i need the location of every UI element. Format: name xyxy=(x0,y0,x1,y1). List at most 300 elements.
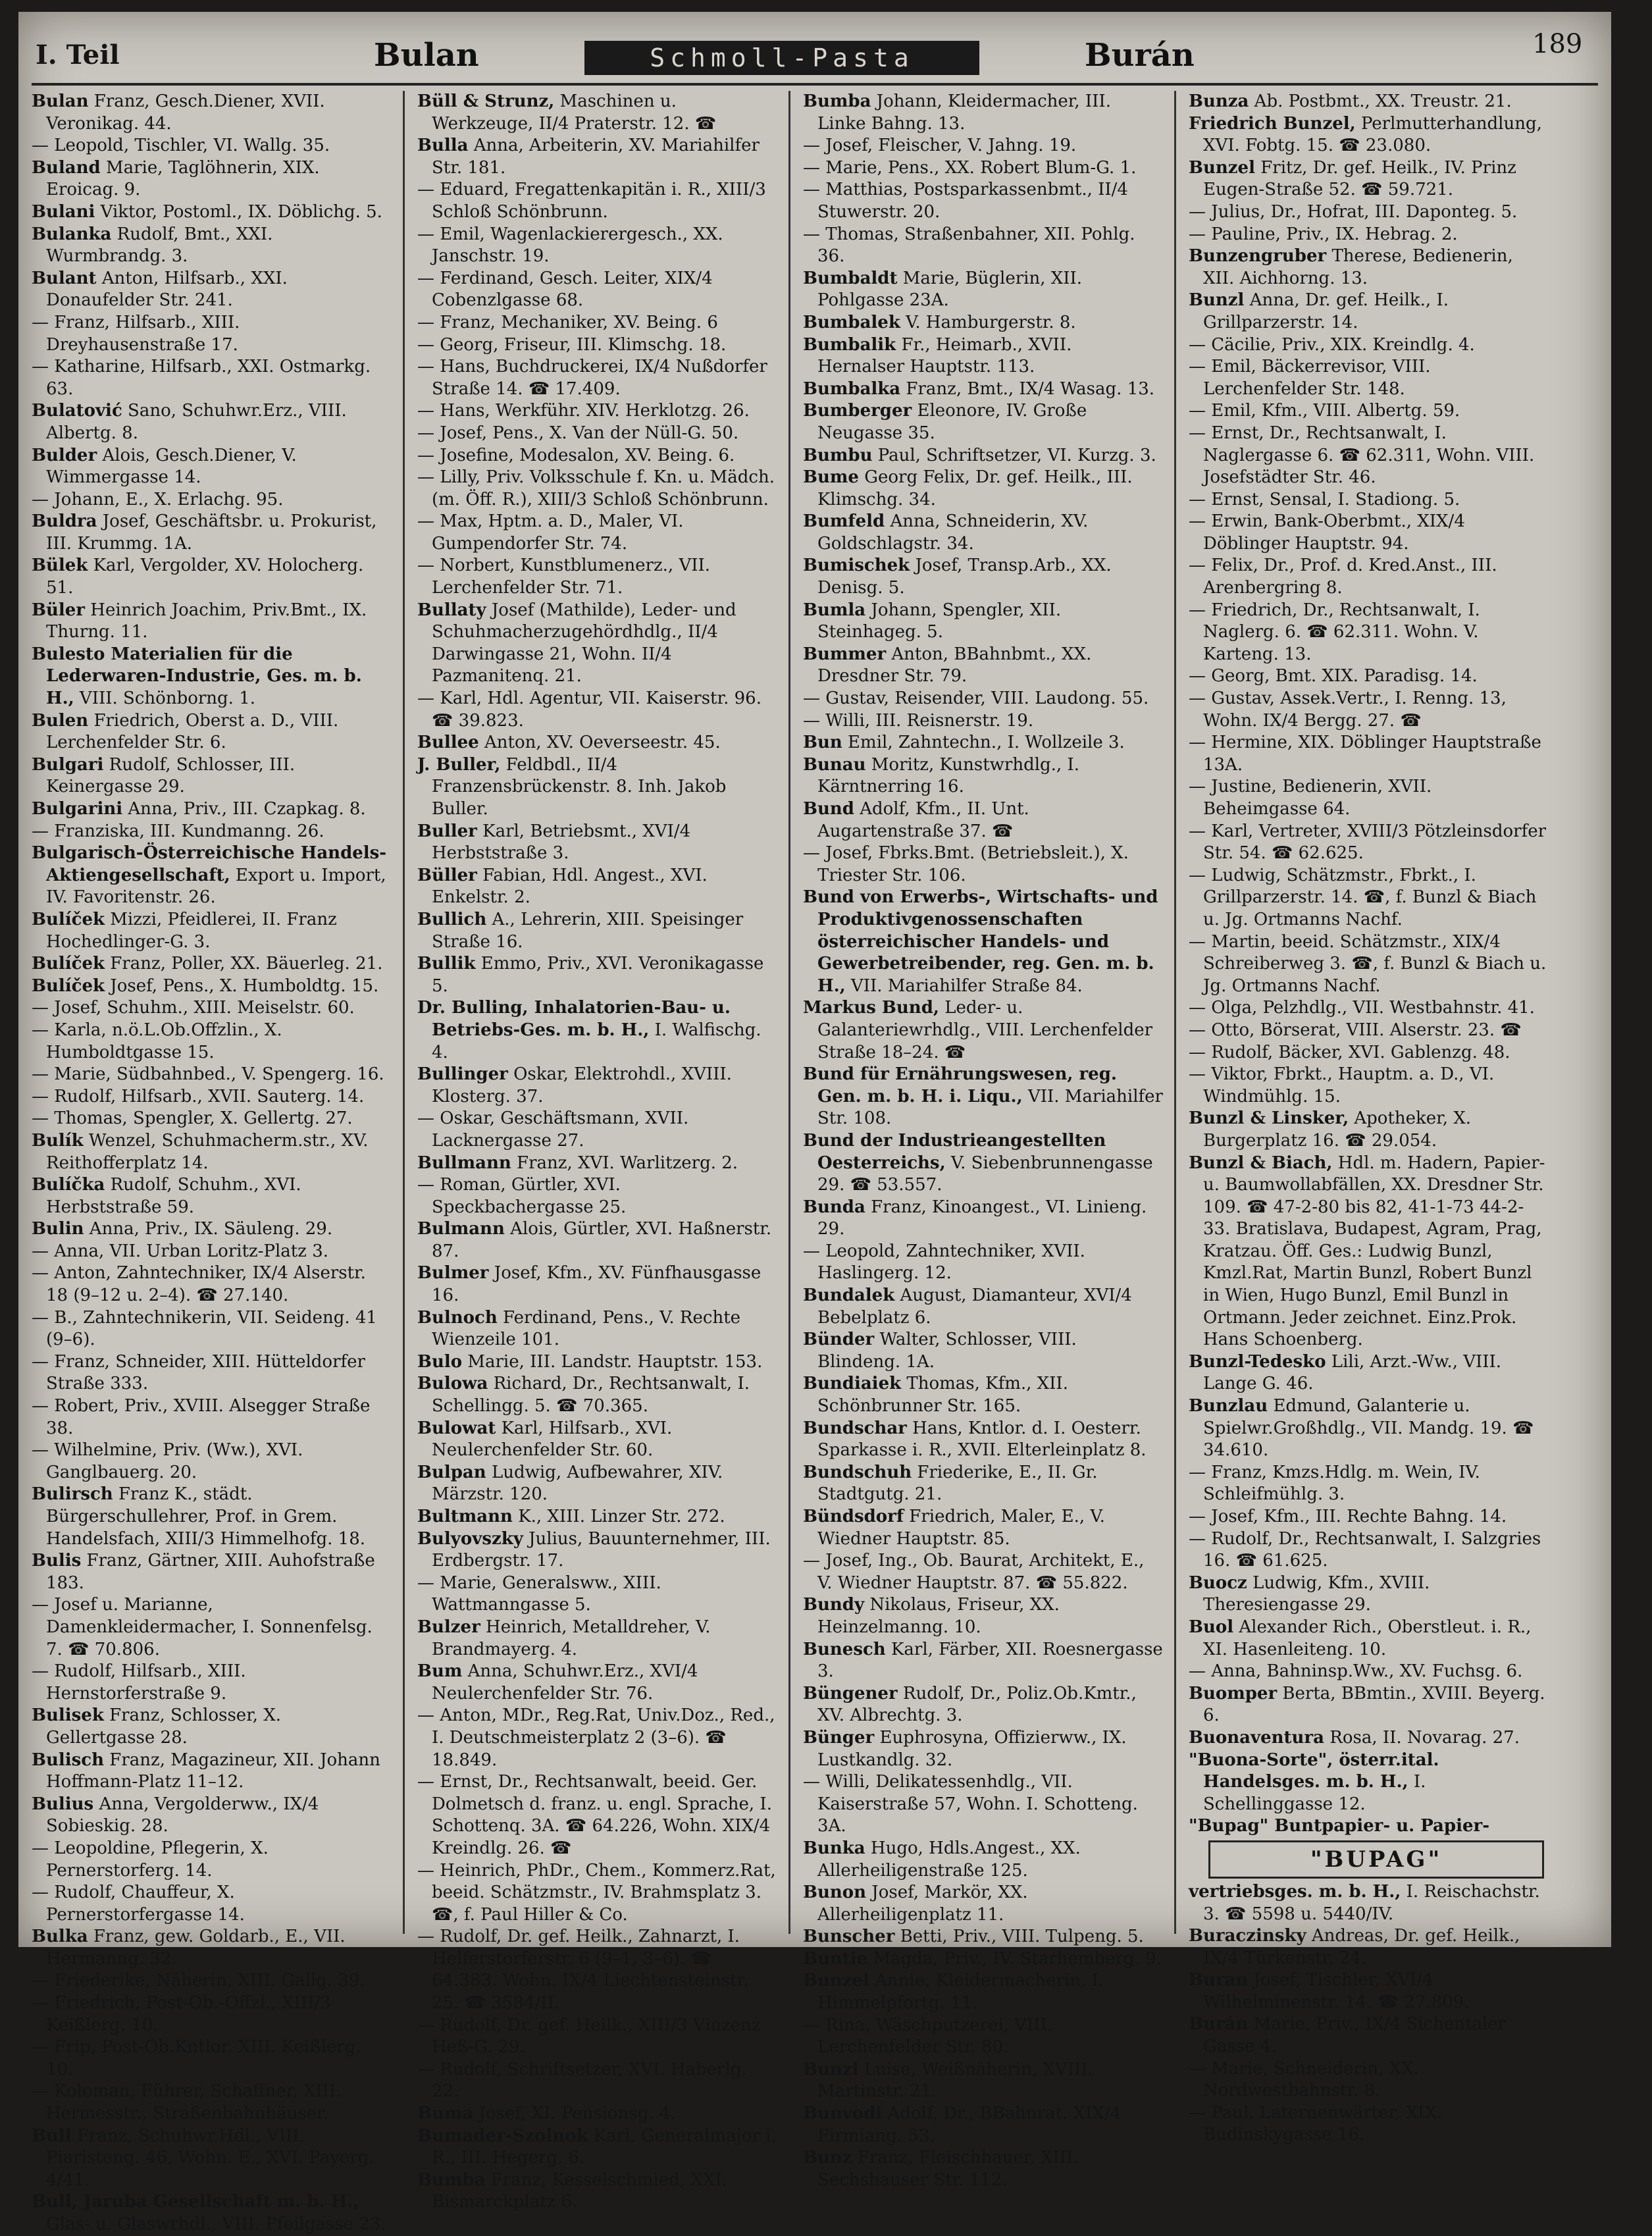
directory-entry xyxy=(803,179,1164,223)
directory-entry xyxy=(417,2015,778,2059)
directory-entry xyxy=(32,1661,392,1705)
directory-entry xyxy=(417,754,778,821)
entry-name: Bünger xyxy=(803,1727,875,1748)
entry-name: Bund für Ernährungswesen, reg. Gen. m. b. H. i. Liqu., xyxy=(803,1064,1117,1106)
entry-details: Perlmutterhandlung, XVI. Fobtg. 15. ☎ 23.080. xyxy=(1203,113,1542,156)
directory-entry xyxy=(417,356,778,400)
entry-name: Büller xyxy=(417,865,477,885)
directory-entry xyxy=(32,821,392,843)
entry-details: — Norbert, Kunstblumenerz., VII. Lerchenfelder Str. 71. xyxy=(417,556,711,598)
directory-entry xyxy=(417,555,778,599)
entry-name: Buocz xyxy=(1189,1573,1247,1593)
entry-details: I. Schellinggasse 12. xyxy=(1203,1772,1426,1814)
directory-entry xyxy=(803,887,1164,997)
entry-name: Bulnoch xyxy=(417,1307,498,1328)
directory-entry xyxy=(417,953,778,997)
entry-details: — Friedrich, Post-Ob.-Offzl., XIII/3 Keißlerg. 10. xyxy=(32,1993,331,2035)
entry-name: Bunau xyxy=(803,754,866,775)
entry-details: Anna, Dr. gef. Heilk., I. Grillparzerstr. 14. xyxy=(1203,290,1449,332)
entry-name: Friedrich Bunzel, xyxy=(1189,113,1356,134)
entry-name: Bulgarini xyxy=(32,799,123,819)
directory-entry xyxy=(1189,511,1549,555)
directory-entry xyxy=(417,1351,778,1374)
entry-name: Bulant xyxy=(32,268,97,288)
directory-entry xyxy=(417,511,778,555)
directory-entry xyxy=(803,91,1164,135)
entry-name: Bulmer xyxy=(417,1263,489,1284)
entry-name: Bulíček xyxy=(32,954,105,974)
directory-entry xyxy=(417,1462,778,1506)
directory-entry xyxy=(1189,113,1549,157)
entry-details: Franz, Schuhwr.Hdl., VIII. Piaristeng. 46, Wohn. E., XVI. Payerg. 4/41. xyxy=(46,2125,374,2190)
directory-entry xyxy=(32,1086,392,1108)
entry-details: Franz, Magazineur, XII. Johann Hoffmann-Platz 11–12. xyxy=(46,1750,380,1792)
directory-entry xyxy=(1189,665,1549,688)
entry-details: Anna, Vergolderww., IX/4 Sobieskig. 28. xyxy=(46,1794,319,1836)
entry-details: — Otto, Börserat, VIII. Alserstr. 23. ☎ xyxy=(1189,1020,1522,1040)
directory-entry xyxy=(1189,997,1549,1020)
directory-entry xyxy=(417,1174,778,1218)
directory-entry xyxy=(417,2059,778,2103)
entry-details: — Rudolf, Chauffeur, X. Pernerstorfergasse 14. xyxy=(32,1883,245,1925)
directory-entry xyxy=(803,1506,1164,1550)
directory-entry xyxy=(417,1307,778,1351)
directory-entry xyxy=(417,1153,778,1175)
entry-details: Adolf, Kfm., II. Unt. Augartenstraße 37. ☎ xyxy=(817,799,1029,841)
entry-name: Buma xyxy=(417,2104,474,2124)
entry-details: — Julius, Dr., Hofrat, III. Daponteg. 5. xyxy=(1189,201,1518,222)
entry-details: Betti, Priv., VIII. Tulpeng. 5. xyxy=(894,1927,1144,1947)
directory-entry xyxy=(803,312,1164,334)
directory-entry xyxy=(1189,1020,1549,1042)
entry-name: Bullaty xyxy=(417,600,486,620)
entry-details: K., XIII. Linzer Str. 272. xyxy=(512,1507,725,1526)
entry-details: Thomas, Kfm., XII. Schönbrunner Str. 165. xyxy=(817,1374,1068,1417)
entry-name: Bülek xyxy=(32,556,88,576)
directory-entry xyxy=(32,1064,392,1086)
entry-name: Buller xyxy=(417,821,477,841)
directory-entry xyxy=(1189,91,1549,113)
entry-details: — Josef, Ing., Ob. Baurat, Architekt, E., V. Wiedner Hauptstr. 87. ☎ 55.822. xyxy=(803,1551,1145,1593)
entry-details: Alois, Gesch.Diener, V. Wimmergasse 14. xyxy=(46,445,297,488)
entry-details: Heinrich Joachim, Priv.Bmt., IX. Thurng. 11. xyxy=(46,600,367,642)
directory-entry xyxy=(417,445,778,467)
entry-details: Fabian, Hdl. Angest., XVI. Enkelstr. 2. xyxy=(432,865,708,908)
directory-entry xyxy=(32,1992,392,2037)
column-divider xyxy=(1174,91,1176,1934)
directory-entry xyxy=(803,688,1164,710)
entry-details: Josef, Pens., X. Humboldtg. 15. xyxy=(105,975,379,996)
entry-details: Anna, Priv., IX. Säuleng. 29. xyxy=(84,1219,333,1239)
entry-details: Alois, Gürtler, XVI. Haßnerstr. 87. xyxy=(432,1219,772,1261)
entry-details: — Josefine, Modesalon, XV. Being. 6. xyxy=(417,445,735,465)
page-header xyxy=(18,21,1611,80)
directory-entry xyxy=(803,1639,1164,1683)
entry-details: — Thomas, Straßenbahner, XII. Pohlg. 36. xyxy=(803,224,1135,267)
entry-name: Bunza xyxy=(1189,91,1249,111)
entry-details: — Heinrich, PhDr., Chem., Kommerz.Rat, beeid. Schätzmstr., IV. Brahmsplatz 3. ☎, f. Paul Hiller & Co. xyxy=(417,1860,776,1925)
directory-entry xyxy=(803,1130,1164,1197)
entry-name: Bulen xyxy=(32,710,89,731)
column-divider xyxy=(788,91,790,1934)
entry-details: — Anna, Bahninsp.Ww., XV. Fuchsg. 6. xyxy=(1189,1661,1523,1682)
directory-entry xyxy=(417,1506,778,1528)
entry-name: Bulo xyxy=(417,1351,463,1372)
entry-details: — Karl, Vertreter, XVIII/3 Pötzleinsdorfer Str. 54. ☎ 62.625. xyxy=(1189,821,1547,864)
entry-name: Bulyovszky xyxy=(417,1528,523,1549)
entry-name: "Bupag" Buntpapier- u. Papier- xyxy=(1189,1816,1489,1836)
entry-details: — Josef, Kfm., III. Rechte Bahng. 14. xyxy=(1189,1507,1507,1526)
entry-name: Bunda xyxy=(803,1197,865,1217)
directory-entry xyxy=(803,1550,1164,1594)
entry-details: — Rudolf, Schriftsetzer, XVI. Haberlg. 22. xyxy=(417,2059,747,2102)
entry-details: — Eduard, Fregattenkapitän i. R., XIII/3 Schloß Schönbrunn. xyxy=(417,180,766,222)
directory-entry xyxy=(803,732,1164,754)
directory-entry xyxy=(803,224,1164,268)
entry-details: Franz, Gärtner, XIII. Auhofstraße 183. xyxy=(46,1551,375,1593)
directory-entry xyxy=(417,1373,778,1417)
entry-name: Bulani xyxy=(32,201,95,222)
directory-entry xyxy=(1189,1351,1549,1395)
directory-entry xyxy=(803,157,1164,180)
directory-entry xyxy=(803,135,1164,157)
entry-name: Bulíček xyxy=(32,909,105,929)
directory-entry xyxy=(417,423,778,445)
directory-entry xyxy=(417,1262,778,1307)
entry-name: Bunka xyxy=(803,1838,865,1858)
directory-entry xyxy=(32,1750,392,1794)
entry-details: V. Siebenbrunnengasse 29. ☎ 53.557. xyxy=(817,1153,1153,1195)
entry-details: Moritz, Kunstwrhdlg., I. Kärntnerring 16. xyxy=(817,754,1080,797)
entry-details: — Marie, Pens., XX. Robert Blum-G. 1. xyxy=(803,157,1137,178)
entry-details: Nikolaus, Friseur, XX. Heinzelmanng. 10. xyxy=(817,1595,1060,1637)
directory-entry xyxy=(1189,224,1549,246)
directory-entry xyxy=(32,710,392,754)
entry-details: Eleonore, IV. Große Neugasse 35. xyxy=(817,401,1087,443)
entry-details: Karl, Generalmajor i. R., III. Hegerg. 6. xyxy=(432,2125,777,2168)
entry-details: — Franz, Schneider, XIII. Hütteldorfer Straße 333. xyxy=(32,1351,365,1394)
entry-details: Ludwig, Kfm., XVIII. Theresiengasse 29. xyxy=(1203,1573,1430,1615)
directory-entry xyxy=(1189,1661,1549,1683)
directory-entry xyxy=(417,1926,778,2014)
directory-entry xyxy=(417,1705,778,1771)
entry-details: Karl, Hilfsarb., XVI. Neulerchenfelder Str. 60. xyxy=(432,1418,673,1461)
entry-details: Franz, Bmt., IX/4 Wasag. 13. xyxy=(900,378,1155,399)
entry-name: Bumba xyxy=(417,2170,486,2190)
entry-name: Bunz xyxy=(803,2148,852,2168)
entry-details: Wenzel, Schuhmacherm.str., XV. Reithofferplatz 14. xyxy=(46,1130,369,1173)
entry-details: — Ernst, Sensal, I. Stadiong. 5. xyxy=(1189,489,1460,509)
directory-entry xyxy=(417,1064,778,1108)
directory-entry xyxy=(417,1418,778,1462)
directory-entry xyxy=(32,1020,392,1064)
directory-entry xyxy=(32,1241,392,1263)
entry-details: — Viktor, Fbrkt., Hauptm. a. D., VI. Windmühlg. 15. xyxy=(1189,1064,1495,1106)
directory-entry xyxy=(32,1395,392,1440)
entry-details: — Matthias, Postsparkassenbmt., II/4 Stuwerstr. 20. xyxy=(803,180,1128,222)
entry-name: Buomper xyxy=(1189,1683,1278,1703)
entry-details: VIII. Schönborng. 1. xyxy=(74,689,256,709)
column-divider xyxy=(403,91,405,1934)
entry-details: Lili, Arzt.-Ww., VIII. Lange G. 46. xyxy=(1203,1351,1502,1394)
entry-details: — Johann, E., X. Erlachg. 95. xyxy=(32,489,284,509)
entry-details: Paul, Schriftsetzer, VI. Kurzg. 3. xyxy=(872,445,1156,465)
entry-name: Bulgari xyxy=(32,754,104,775)
entry-details: Magda, Priv., IV. Starhemberg. 9. xyxy=(867,1948,1162,1969)
directory-entry xyxy=(417,2103,778,2125)
entry-name: Bundschar xyxy=(803,1418,907,1438)
entry-details: Anna, Priv., III. Czapkag. 8. xyxy=(122,799,366,819)
entry-details: Franz, Gesch.Diener, XVII. Veronikag. 44. xyxy=(46,91,325,134)
directory-entry xyxy=(417,2170,778,2214)
directory-entry xyxy=(1189,1969,1549,2014)
column-3 xyxy=(803,91,1164,2190)
directory-entry xyxy=(32,201,392,224)
entry-details: — Rudolf, Bäcker, XVI. Gablenzg. 48. xyxy=(1189,1042,1510,1062)
directory-entry xyxy=(32,1794,392,1838)
entry-name: Büngener xyxy=(803,1683,898,1703)
directory-entry xyxy=(1189,1573,1549,1617)
entry-details: — Willi, Delikatessenhdlg., VII. Kaiserstraße 57, Wohn. I. Schotteng. 3A. xyxy=(803,1772,1138,1836)
directory-entry xyxy=(32,135,392,157)
entry-details: — Josef, Schuhm., XIII. Meiselstr. 60. xyxy=(32,998,355,1018)
entry-name: Bundalek xyxy=(803,1286,895,1306)
entry-name: Bund von Erwerbs-, Wirtschafts- und Produktivgenossenschaften österreichischer Handels- und Gewerbetreibender, reg. Gen. m. b. H., xyxy=(803,887,1158,996)
directory-entry xyxy=(1189,290,1549,334)
entry-name: Dr. Bulling, Inhalatorien-Bau- u. Betriebs-Ges. m. b. H., xyxy=(417,998,731,1040)
entry-name: Buonaventura xyxy=(1189,1727,1324,1748)
directory-entry xyxy=(1189,1042,1549,1064)
entry-name: Bumischek xyxy=(803,556,910,576)
entry-name: Bunzl xyxy=(1189,290,1245,311)
directory-entry xyxy=(803,1241,1164,1285)
entry-details: I. Reischachstr. 3. ☎ 5598 u. 5440/IV. xyxy=(1203,1881,1540,1924)
header-rule xyxy=(32,83,1598,86)
directory-entry xyxy=(803,644,1164,688)
directory-entry xyxy=(1189,1815,1549,1838)
entry-name: Bulzer xyxy=(417,1617,480,1637)
entry-name: Bum xyxy=(417,1661,463,1682)
directory-entry xyxy=(32,1108,392,1130)
entry-name: Bullich xyxy=(417,909,487,929)
entry-name: Bummer xyxy=(803,644,887,664)
entry-details: Annie, Kleidermacherin, I. Himmelpfortg. 11. xyxy=(817,1971,1104,2014)
entry-name: Bumbu xyxy=(803,445,873,465)
entry-details: Export u. Import, IV. Favoritenstr. 26. xyxy=(46,865,386,908)
entry-name: Bullik xyxy=(417,954,476,974)
directory-entry xyxy=(1189,157,1549,201)
entry-name: Bunzl & Linsker, xyxy=(1189,1108,1349,1129)
entry-name: Buraczinsky xyxy=(1189,1926,1306,1946)
entry-name: Bulík xyxy=(32,1130,84,1151)
entry-name: Bulíček xyxy=(32,975,105,996)
entry-details: Viktor, Postoml., IX. Döblichg. 5. xyxy=(95,201,382,222)
entry-details: — Thomas, Spengler, X. Gellertg. 27. xyxy=(32,1108,353,1129)
directory-entry xyxy=(32,1705,392,1749)
directory-entry xyxy=(417,179,778,223)
entry-name: Bulla xyxy=(417,136,469,156)
entry-details: — Ernst, Dr., Rechtsanwalt, I. Naglergasse 6. ☎ 62.311, Wohn. VIII. Josefstädter Str. 46. xyxy=(1189,423,1535,488)
entry-details: — Georg, Friseur, III. Klimschg. 18. xyxy=(417,334,727,355)
entry-details: — Josef, Fbrks.Bmt. (Betriebsleit.), X. Triester Str. 106. xyxy=(803,843,1129,885)
entry-details: Josef, Tischler, XVI/4 Wilhelminenstr. 14. ☎ 27.809. xyxy=(1203,1970,1470,2012)
directory-entry xyxy=(1189,356,1549,400)
entry-details: Josef (Mathilde), Leder- und Schuhmacherzugehördhdlg., II/4 Darwingasse 21, Wohn. II/4 Pazmanitenq. 21. xyxy=(432,600,736,687)
directory-entry xyxy=(1189,1462,1549,1506)
entry-details: Anna, Schneiderin, XV. Goldschlagstr. 34. xyxy=(817,511,1089,554)
directory-entry xyxy=(32,1307,392,1351)
directory-entry xyxy=(803,1771,1164,1838)
entry-details: Franz, Kinoangest., VI. Linieng. 29. xyxy=(817,1197,1147,1239)
directory-entry xyxy=(32,909,392,953)
entry-details: Emil, Zahntechn., I. Wollzeile 3. xyxy=(842,733,1125,753)
entry-details: V. Hamburgerstr. 8. xyxy=(900,312,1076,332)
entry-details: Rosa, II. Novarag. 27. xyxy=(1324,1727,1520,1748)
entry-details: — Rudolf, Dr. gef. Heilk., Zahnarzt, I. Helferstorferstr. 6 (9–1, 3–6). ☎ 64.383. Wohn. IX/4 Liechtensteinstr. 25. ☎ 3584/II. xyxy=(417,1927,749,2014)
entry-details: Marie, III. Landstr. Hauptstr. 153. xyxy=(462,1351,763,1372)
directory-entry xyxy=(1189,489,1549,511)
directory-entry xyxy=(32,1484,392,1550)
entry-name: Bunzlau xyxy=(1189,1396,1268,1417)
entry-details: Ab. Postbmt., XX. Treustr. 21. xyxy=(1249,91,1512,111)
entry-details: Hans, Kntlor. d. I. Oesterr. Sparkasse i. R., XVII. Elterleinplatz 8. xyxy=(817,1418,1147,1461)
entry-details: Anna, Arbeiterin, XV. Mariahilfer Str. 181. xyxy=(432,136,760,178)
entry-details: Glas- u. Glaswrhdl., VIII. Pfeilgasse 23. xyxy=(46,2214,386,2234)
directory-entry xyxy=(803,710,1164,733)
entry-details: — Martin, beeid. Schätzmstr., XIX/4 Schreiberweg 3. ☎, f. Bunzl & Biach u. Jg. Ortmanns Nachf. xyxy=(1189,931,1547,996)
entry-details: — Rudolf, Dr. gef. Heilk., XIII/3 Vinzenz Heß-G. 29. xyxy=(417,2015,761,2058)
directory-entry xyxy=(1189,2014,1549,2058)
entry-details: Emmo, Priv., XVI. Veronikagasse 5. xyxy=(432,954,764,996)
directory-entry xyxy=(32,2125,392,2192)
directory-entry xyxy=(32,798,392,821)
entry-name: Bulis xyxy=(32,1551,82,1571)
directory-entry xyxy=(417,334,778,357)
directory-entry xyxy=(1189,1108,1549,1152)
entry-details: — Rudolf, Hilfsarb., XIII. Hernstorferstraße 9. xyxy=(32,1661,246,1703)
directory-entry xyxy=(32,1838,392,1882)
entry-name: Bunzl xyxy=(803,2059,859,2079)
entry-details: Friedrich, Oberst a. D., VIII. Lerchenfelder Str. 6. xyxy=(46,710,339,753)
entry-details: — Rudolf, Hilfsarb., XVII. Sauterg. 14. xyxy=(32,1086,365,1106)
entry-name: Bunzl-Tedesko xyxy=(1189,1351,1326,1372)
entry-name: Bun xyxy=(803,733,842,753)
entry-details: — Olga, Pelzhdlg., VII. Westbahnstr. 41. xyxy=(1189,998,1535,1018)
directory-entry xyxy=(417,688,778,732)
directory-entry xyxy=(32,445,392,489)
directory-entry xyxy=(417,1528,778,1573)
entry-details: Karl, Färber, XII. Roesnergasse 3. xyxy=(817,1639,1163,1682)
entry-details: — Marie, Südbahnbed., V. Spengerg. 16. xyxy=(32,1064,384,1085)
directory-entry xyxy=(417,224,778,268)
directory-entry xyxy=(803,1594,1164,1638)
entry-details: Apotheker, X. Burgerplatz 16. ☎ 29.054. xyxy=(1203,1108,1472,1151)
entry-name: Bund xyxy=(803,799,854,819)
entry-name: Bunesch xyxy=(803,1639,886,1659)
directory-entry xyxy=(417,1617,778,1661)
column-1 xyxy=(32,91,392,2234)
entry-details: Walter, Schlosser, VIII. Blindeng. 1A. xyxy=(817,1330,1077,1372)
entry-details: Rudolf, Dr., Poliz.Ob.Kmtr., XV. Albrechtg. 3. xyxy=(817,1683,1137,1726)
entry-details: Hugo, Hdls.Angest., XX. Allerheiligenstraße 125. xyxy=(817,1838,1081,1881)
entry-name: Bull xyxy=(32,2125,72,2146)
entry-details: — Ludwig, Schätzmstr., Fbrkt., I. Grillparzerstr. 14. ☎, f. Bunzl & Biach u. Jg. Ortmanns Nachf. xyxy=(1189,865,1537,929)
entry-name: Bumader-Szolnok xyxy=(417,2125,588,2146)
entry-details: Franz, Kesselschmied, XXI. Bismarckplatz 6. xyxy=(432,2170,727,2212)
directory-entry xyxy=(417,1771,778,1859)
entry-details: Rudolf, Schlosser, III. Keinergasse 29. xyxy=(46,754,296,797)
entry-details: Josef, Markör, XX. Allerheiligenplatz 11. xyxy=(817,1883,1028,1925)
advertisement-box: "BUPAG" xyxy=(1208,1840,1544,1879)
directory-entry xyxy=(32,1882,392,1926)
directory-entry xyxy=(803,1462,1164,1506)
entry-details: — Gustav, Assek.Vertr., I. Renng. 13, Wohn. IX/4 Bergg. 27. ☎ xyxy=(1189,689,1507,731)
entry-name: Bündsdorf xyxy=(803,1507,904,1526)
directory-entry xyxy=(803,334,1164,378)
directory-entry xyxy=(1189,423,1549,489)
entry-details: — Anton, Zahntechniker, IX/4 Alserstr. 18 (9–12 u. 2–4). ☎ 27.140. xyxy=(32,1263,366,1306)
directory-entry xyxy=(32,600,392,644)
entry-name: Bullmann xyxy=(417,1153,511,1173)
directory-entry xyxy=(417,1860,778,1927)
entry-details: VII. Mariahilfer Straße 84. xyxy=(845,975,1083,996)
entry-name: Bunscher xyxy=(803,1927,895,1947)
entry-details: — Willi, III. Reisnerstr. 19. xyxy=(803,710,1034,731)
entry-details: Andreas, Dr. gef. Heilk., IX/4 Türkenstr. 24. xyxy=(1203,1926,1520,1968)
entry-details: — Franziska, III. Kundmanng. 26. xyxy=(32,821,324,841)
entry-details: Rudolf, Schuhm., XVI. Herbststraße 59. xyxy=(46,1175,301,1217)
entry-name: Buldra xyxy=(32,511,97,532)
entry-details: Hdl. m. Hadern, Papier- u. Baumwollabfällen, XX. Dresdner Str. 109. ☎ 47-2-80 bis 82, 41-1-73 44-2-33. Bratislava, Budapest, Agram, Prag, Kratzau. Öff. Ges.: Ludwig Bunzl, Kmzl.Rat, Martin Bunzl, Robert Bunzl in Wien, Hugo Bunzl, Emil Bunzl in Ortmann. Jeder zeichnet. Einz.Prok. Hans Schoenberg. xyxy=(1203,1153,1545,1350)
directory-entry xyxy=(803,1683,1164,1727)
entry-details: — Cäcilie, Priv., XIX. Kreindlg. 4. xyxy=(1189,334,1475,355)
directory-entry xyxy=(417,997,778,1064)
entry-details: Anton, XV. Oeverseestr. 45. xyxy=(478,733,721,753)
entry-name: Bunon xyxy=(803,1883,867,1903)
entry-details: Franz, Schlosser, X. Gellertgasse 28. xyxy=(46,1705,282,1748)
entry-name: Bumbalka xyxy=(803,378,901,399)
directory-entry xyxy=(1189,1925,1549,1969)
directory-entry xyxy=(32,1218,392,1241)
directory-entry xyxy=(803,1882,1164,1926)
directory-entry xyxy=(803,1285,1164,1329)
entry-name: Büll & Strunz, xyxy=(417,91,555,111)
entry-name: Bulowa xyxy=(417,1374,488,1394)
directory-entry xyxy=(32,400,392,444)
entry-details: — Leopoldine, Pflegerin, X. Pernerstorferg. 14. xyxy=(32,1838,269,1881)
entry-details: — Hermine, XIX. Döblinger Hauptstraße 13A. xyxy=(1189,733,1541,775)
directory-entry xyxy=(1189,732,1549,776)
entry-details: — Emil, Bäckerrevisor, VIII. Lerchenfelder Str. 148. xyxy=(1189,357,1431,399)
entry-name: Bullee xyxy=(417,733,479,753)
directory-entry xyxy=(803,445,1164,467)
directory-entry xyxy=(803,268,1164,312)
directory-entry xyxy=(32,644,392,710)
entry-details: Josef, XI. Pensionsg. 4. xyxy=(473,2104,676,2124)
directory-entry xyxy=(1189,1727,1549,1750)
entry-details: Feldbdl., II/4 Franzensbrückenstr. 8. Inh. Jakob Buller. xyxy=(432,754,727,819)
entry-name: Bulirsch xyxy=(32,1484,113,1505)
entry-details: — Erwin, Bank-Oberbmt., XIX/4 Döblinger Hauptstr. 94. xyxy=(1189,511,1465,554)
left-catchword: Bulan xyxy=(374,37,479,74)
directory-entry xyxy=(32,1351,392,1395)
entry-name: Burán xyxy=(1189,2014,1249,2035)
directory-entry xyxy=(32,843,392,909)
part-label: I. Teil xyxy=(36,39,120,70)
entry-details: Georg Felix, Dr. gef. Heilk., III. Klimschg. 34. xyxy=(817,467,1133,509)
column-4 xyxy=(1189,91,1549,2145)
directory-entry xyxy=(1189,555,1549,599)
